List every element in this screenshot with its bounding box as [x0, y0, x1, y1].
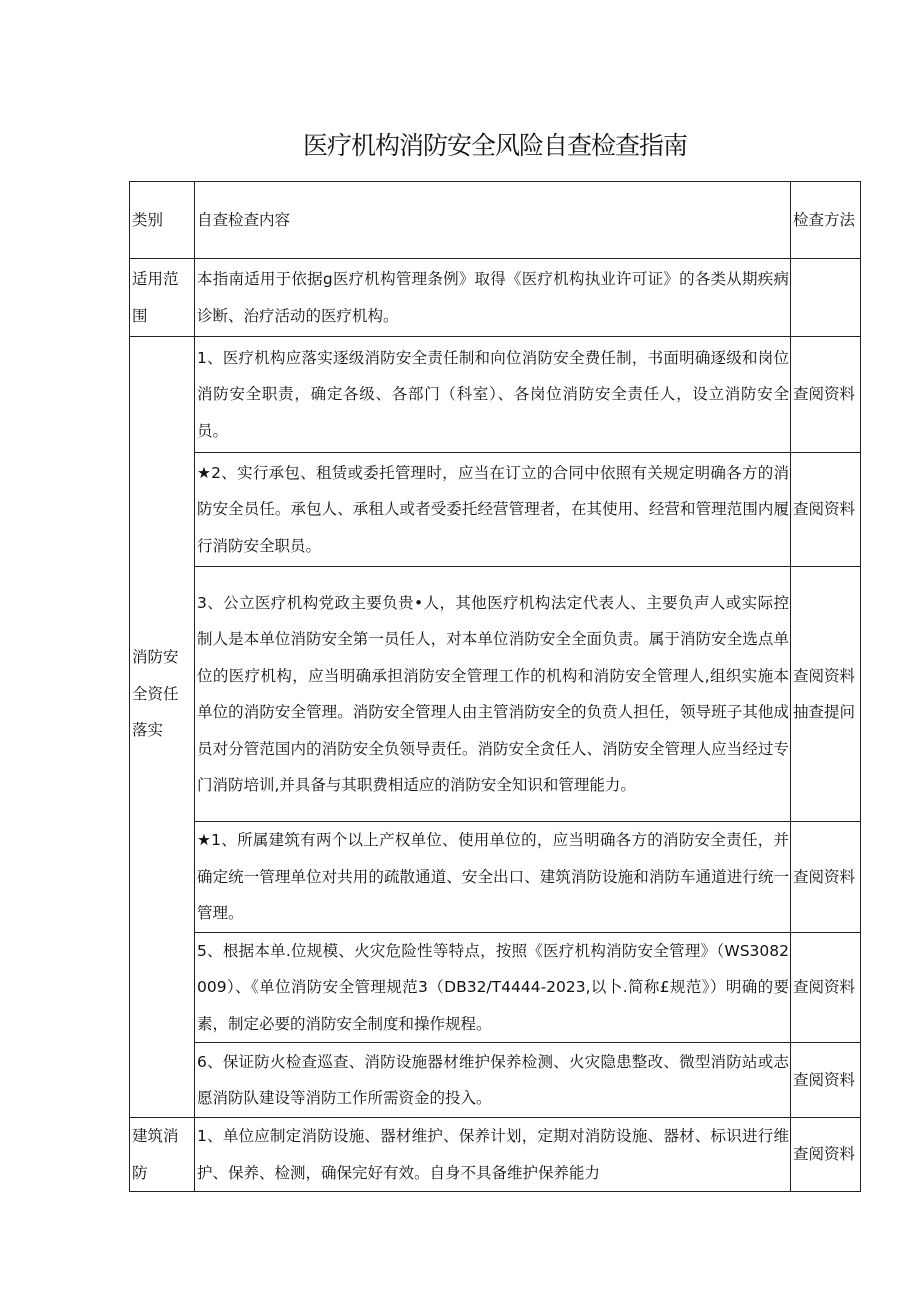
table-header-row: [130, 182, 861, 259]
header-method: 检查方法: [791, 182, 861, 259]
header-category: 类别: [130, 182, 195, 259]
table-row: [130, 932, 861, 1043]
table-row: [130, 337, 861, 453]
method-cell: 查阅资料: [791, 932, 861, 1043]
content-cell: ★1、所属建筑有两个以上产权单位、使用单位的，应当明确各方的消防安全责任，并确定统一管理单位对共用的疏散通道、安全出口、建筑消防设施和消防车通道进行统一管理。: [195, 822, 791, 933]
category-cell: [130, 337, 195, 453]
method-cell: [791, 259, 861, 337]
inspection-table: [129, 181, 861, 1192]
table-row: [130, 567, 861, 822]
table-row: [130, 453, 861, 567]
content-cell: 3、公立医疗机构党政主要负贵•人，其他医疗机构法定代表人、主要负声人或实际控制人是本单位消防安全第一员任人，对本单位消防安全全面负责。属于消防安全选点单位的医疗机构，应当明确承担消防安全管理工作的机构和消防安全管理人,组织实施本单位的消防安全管理。消防安全管理人由主管消防安全的负贲人担任，领导班子其他成员对分管范国内的消防安全负领导责任。消防安全贪任人、消防安全管理人应当经过专门消防培训,并具备与其职费相适应的消防安全知识和管理能力。: [195, 567, 791, 822]
method-cell: 查阅资料: [791, 337, 861, 453]
content-cell: 5、根据本单.位规模、火灾危险性等特点，按照《医疗机构消防安全管理》（WS3082009）、《单位消防安全管理规范3（DB32/T4444-2023,以卜.简称£规范》）明确的要素，制定必要的消防安全制度和操作规程。: [195, 932, 791, 1043]
category-cell: 适用范围: [130, 259, 195, 337]
method-cell: 查阅资料抽查提问: [791, 567, 861, 822]
page-title: 医疗机构消防安全风险自查检查指南: [302, 131, 687, 160]
category-cell: [130, 822, 195, 933]
table-row: [130, 1118, 861, 1192]
method-cell: 查阅资料: [791, 453, 861, 567]
category-cell: 消防安全资任落实: [130, 567, 195, 822]
category-cell: [130, 453, 195, 567]
category-cell: [130, 932, 195, 1043]
content-cell: 本指南适用于依据g医疗机构管理条例》取得《医疗机构执业许可证》的各类从期疾病诊断、治疗活动的医疗机构。: [195, 259, 791, 337]
category-cell: [130, 1043, 195, 1118]
method-cell: 查阅资料: [791, 1118, 861, 1192]
content-cell: 6、保证防火检查巡查、消防设施器材维护保养检测、火灾隐患整改、微型消防站或志愿消防队建设等消防工作所需资金的投入。: [195, 1043, 791, 1118]
method-cell: 查阅资料: [791, 1043, 861, 1118]
table-row: [130, 822, 861, 933]
table-row: [130, 259, 861, 337]
category-cell: 建筑消防: [130, 1118, 195, 1192]
header-content: 自查检查内容: [195, 182, 791, 259]
table-row: [130, 1043, 861, 1118]
content-cell: ★2、实行承包、租赁或委托管理时，应当在订立的合同中依照有关规定明确各方的消防安全员任。承包人、承租人或者受委托经营管理者，在其使用、经营和管理范围内履行消防安全职员。: [195, 453, 791, 567]
method-cell: 查阅资料: [791, 822, 861, 933]
content-cell: 1、单位应制定消防设施、器材维护、保养计划，定期对消防设施、器材、标识进行维护、保养、检测，确保完好有效。自身不具备维护保养能力: [195, 1118, 791, 1192]
content-cell: 1、医疗机构应落实逐级消防安全责任制和向位消防安全费任制，书面明确逐级和岗位消防安全职责，确定各级、各部门（科室）、各岗位消防安全责任人，设立消防安全员。: [195, 337, 791, 453]
